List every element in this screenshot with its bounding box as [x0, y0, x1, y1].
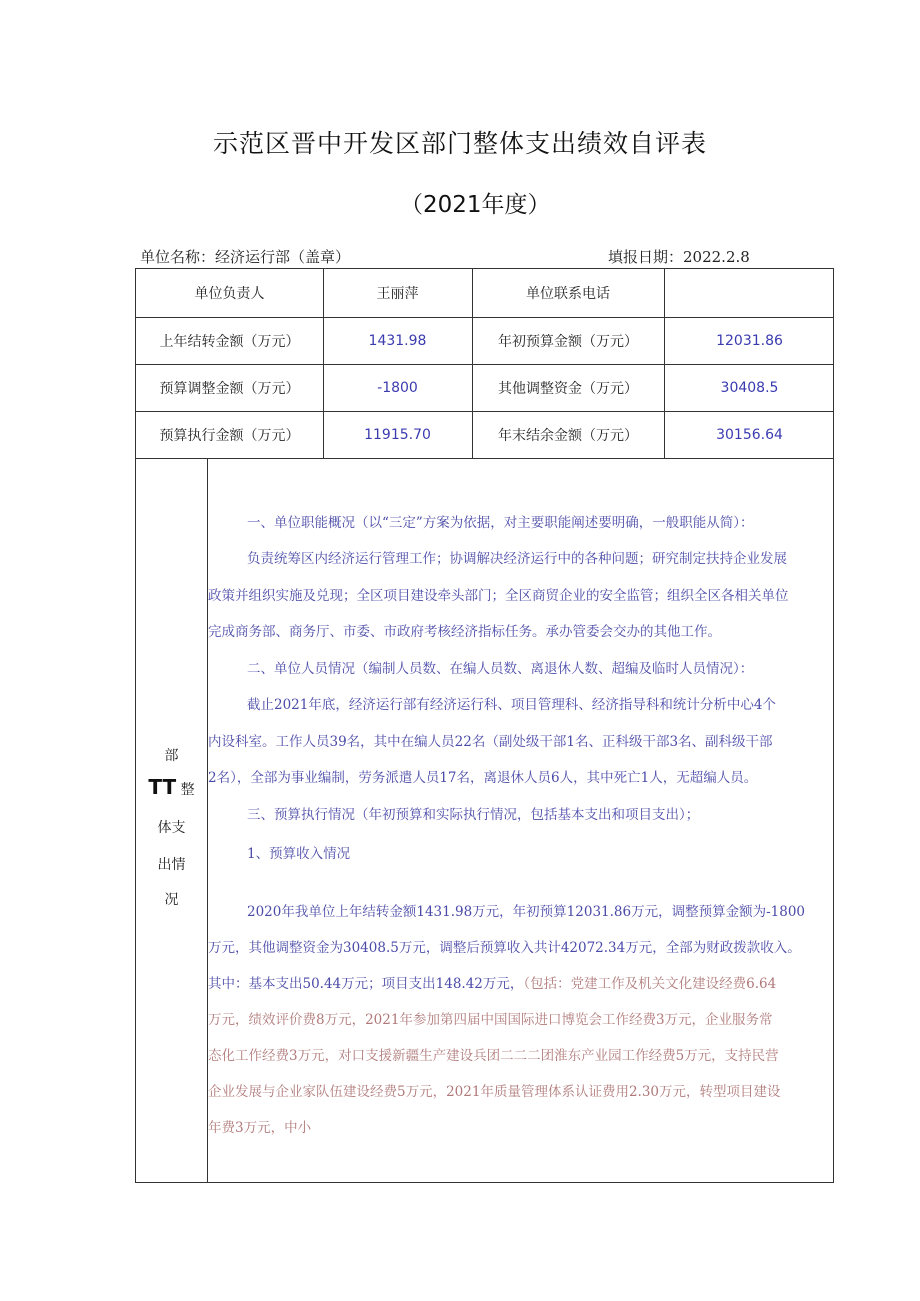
value-year-end-balance: 30156.64	[716, 426, 783, 443]
value-carryover-amount: 1431.98	[368, 332, 427, 349]
side-label-line1: 部	[164, 748, 179, 764]
value-initial-budget: 12031.86	[716, 332, 783, 349]
paragraph-line: 2020年我单位上年结转金额1431.98万元，年初预算12031.86万元，调整预算金额为-1800	[247, 904, 806, 920]
side-label-line2-text: 整	[180, 782, 195, 798]
label-contact-phone: 单位联系电话	[526, 286, 610, 302]
paragraph-line: 截止2021年底，经济运行部有经济运行科、项目管理科、经济指导科和统计分析中心4个	[247, 697, 776, 713]
value-contact-phone	[664, 269, 835, 317]
label-other-adjustment: 其他调整资金（万元）	[498, 380, 638, 397]
label-budget-execution: 预算执行金额（万元）	[159, 427, 300, 444]
paragraph-segment: 其中：基本支出50.44万元；项目支出148.42万元，	[208, 976, 524, 992]
fill-date: 填报日期：2022.2.8	[608, 248, 750, 266]
paragraph-line: 负责统筹区内经济运行管理工作；协调解决经济运行中的各种问题；研究制定扶持企业发展	[247, 551, 787, 567]
paragraph-line: 完成商务部、商务厅、市委、市政府考核经济指标任务。承办管委会交办的其他工作。	[208, 624, 721, 640]
section-heading-staff: 二、单位人员情况（编制人员数、在编人员数、离退休人数、超编及临时人员情况）：	[247, 661, 754, 677]
side-label-line2	[136, 775, 207, 799]
paragraph-line: 2名），全部为事业编制，劳务派遣人员17名，离退休人员6人，其中死亡1人，无超编人员。	[208, 770, 758, 786]
label-initial-budget: 年初预算金额（万元）	[498, 333, 638, 350]
subsection-heading-income: 1、预算收入情况	[247, 846, 351, 862]
paragraph-line: 态化工作经费3万元，对口支援新疆生产建设兵团二二二团淮东产业园工作经费5万元，支持民营	[208, 1048, 779, 1064]
paragraph-line	[208, 966, 834, 1003]
paragraph-line: 万元，绩效评价费8万元，2021年参加第四届中国国际进口博览会工作经费3万元，企业服务常	[208, 1012, 773, 1028]
label-carryover-amount: 上年结转金额（万元）	[159, 333, 300, 350]
value-other-adjustment: 30408.5	[720, 379, 779, 396]
paragraph-line: 企业发展与企业家队伍建设经费5万元，2021年质量管理体系认证费用2.30万元，转型项目建设	[208, 1084, 781, 1100]
side-label-glyph: TT	[148, 775, 177, 799]
unit-name: 单位名称：经济运行部（盖章）	[140, 248, 351, 266]
paragraph-segment: （包括：党建工作及机关文化建设经费6.64	[523, 976, 777, 992]
section-heading-budget: 三、预算执行情况（年初预算和实际执行情况，包括基本支出和项目支出）；	[247, 807, 700, 823]
section-heading-functions: 一、单位职能概况（以“三定”方案为依据，对主要职能阐述要明确，一般职能从简）：	[247, 515, 754, 531]
paragraph-line: 万元，其他调整资金为30408.5万元，调整后预算收入共计42072.34万元，全部为财政拨款收入。	[208, 940, 801, 956]
value-unit-leader: 王丽萍	[376, 286, 419, 302]
side-label-line3: 体支	[157, 820, 186, 836]
side-label-line4: 出情	[157, 857, 186, 873]
paragraph-line: 内设科室。工作人员39名，其中在编人员22名（副处级干部1名、正科级干部3名、副科级干部	[208, 734, 773, 750]
label-budget-adjustment: 预算调整金额（万元）	[159, 380, 300, 397]
side-label-line5: 况	[164, 892, 179, 908]
document-title: 示范区晋中开发区部门整体支出绩效自评表	[213, 129, 708, 158]
paragraph-line: 政策并组织实施及兑现；全区项目建设牵头部门；全区商贸企业的安全监管；组织全区各相关单位	[208, 588, 789, 604]
value-budget-adjustment: -1800	[377, 379, 418, 396]
label-unit-leader: 单位负责人	[194, 286, 265, 302]
document-subtitle: （2021年度）	[400, 192, 551, 218]
value-budget-execution: 11915.70	[364, 426, 431, 443]
label-year-end-balance: 年末结余金额（万元）	[498, 427, 638, 444]
row-divider	[136, 458, 833, 459]
paragraph-line: 年费3万元，中小	[208, 1120, 312, 1136]
